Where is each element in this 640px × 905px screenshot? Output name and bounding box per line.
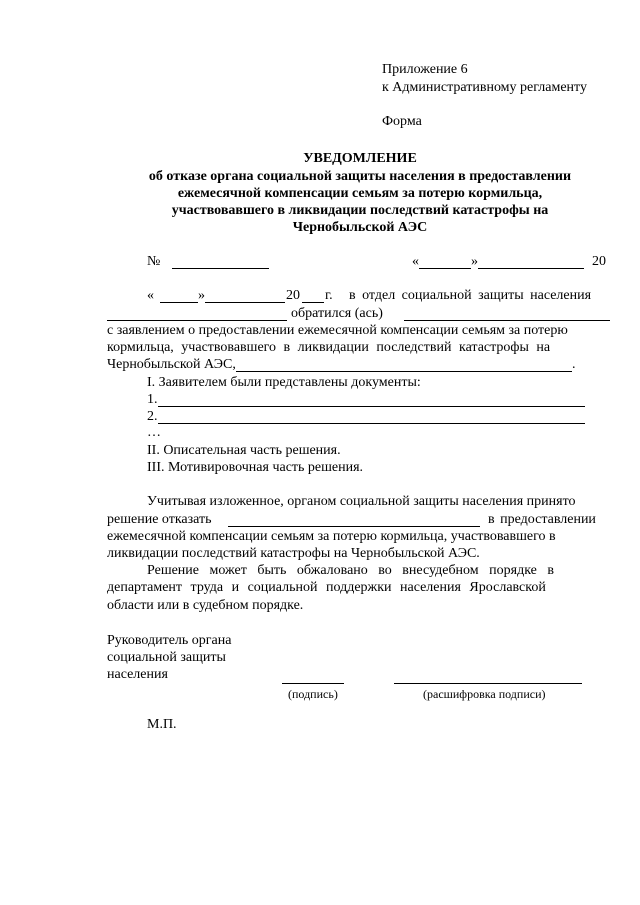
signer-title-line-1: Руководитель органа — [107, 633, 232, 648]
applicant-address-blank — [404, 320, 610, 321]
statement-period: . — [572, 357, 576, 372]
day-blank — [419, 268, 471, 269]
year-prefix: 20 — [592, 254, 606, 269]
document-item-2-blank — [158, 423, 585, 424]
appeal-line-2: департамент труда и социальной поддержки населения Ярославской — [107, 580, 546, 595]
document-title: УВЕДОМЛЕНИЕ — [303, 151, 417, 166]
decision-line-3: ежемесячной компенсации семьям за потерю кормильца, участвовавшего в — [107, 529, 556, 544]
statement-line-3: Чернобыльской АЭС, — [107, 357, 236, 372]
appeal-line-1: Решение может быть обжаловано во внесудебном порядке в — [147, 563, 554, 578]
body-date-quote-close: » — [198, 288, 205, 303]
signer-title-line-3: населения — [107, 667, 168, 682]
document-item-1-blank — [158, 406, 585, 407]
body-year-g: г. — [325, 288, 333, 303]
title-line-3: участвовавшего в ликвидации последствий катастрофы на — [171, 203, 549, 218]
number-blank — [172, 268, 269, 269]
signature-blank — [282, 683, 344, 684]
decision-line-1: Учитывая изложенное, органом социальной защиты населения принято — [147, 494, 576, 509]
appendix-label: Приложение 6 — [382, 62, 468, 77]
body-applied: обратился (ась) — [291, 306, 383, 321]
document-item-2-number: 2. — [147, 409, 158, 424]
section-3-heading: III. Мотивировочная часть решения. — [147, 460, 364, 475]
refusal-reason-blank — [228, 526, 480, 527]
signature-decode-caption: (расшифровка подписи) — [423, 687, 546, 701]
statement-blank — [236, 371, 572, 372]
statement-line-1: с заявлением о предоставлении ежемесячной компенсации семьям за потерю — [107, 323, 568, 338]
signer-title-line-2: социальной защиты — [107, 650, 226, 665]
decision-line-2a: решение отказать — [107, 512, 212, 527]
body-year-blank — [302, 302, 324, 303]
title-line-2: ежемесячной компенсации семьям за потерю кормильца, — [177, 186, 543, 201]
body-month-blank — [205, 302, 285, 303]
applicant-name-blank — [107, 320, 287, 321]
date-quote-close: » — [471, 254, 478, 269]
title-line-1: об отказе органа социальной защиты населения в предоставлении — [148, 169, 572, 184]
month-blank — [478, 268, 584, 269]
appeal-line-3: области или в судебном порядке. — [107, 598, 304, 613]
body-date-quote-open: « — [147, 288, 154, 303]
date-quote-open: « — [412, 254, 419, 269]
signature-caption: (подпись) — [288, 687, 338, 701]
signature-decode-blank — [394, 683, 582, 684]
document-item-1-number: 1. — [147, 392, 158, 407]
number-sign: № — [147, 254, 161, 269]
title-line-4: Чернобыльской АЭС — [292, 220, 428, 235]
regulation-label: к Административному регламенту — [382, 80, 587, 95]
document-ellipsis: … — [147, 425, 161, 440]
body-year-prefix: 20 — [286, 288, 300, 303]
section-2-heading: II. Описательная часть решения. — [147, 443, 341, 458]
section-1-heading: I. Заявителем были представлены документы: — [147, 375, 421, 390]
decision-line-2b: в предоставлении — [488, 512, 596, 527]
body-day-blank — [160, 302, 198, 303]
form-label: Форма — [382, 114, 422, 129]
statement-line-2: кормильца, участвовавшего в ликвидации последствий катастрофы на — [107, 340, 551, 355]
body-department: в отдел социальной защиты населения — [349, 288, 592, 303]
stamp-label: М.П. — [147, 717, 177, 732]
decision-line-4: ликвидации последствий катастрофы на Чернобыльской АЭС. — [107, 546, 480, 561]
